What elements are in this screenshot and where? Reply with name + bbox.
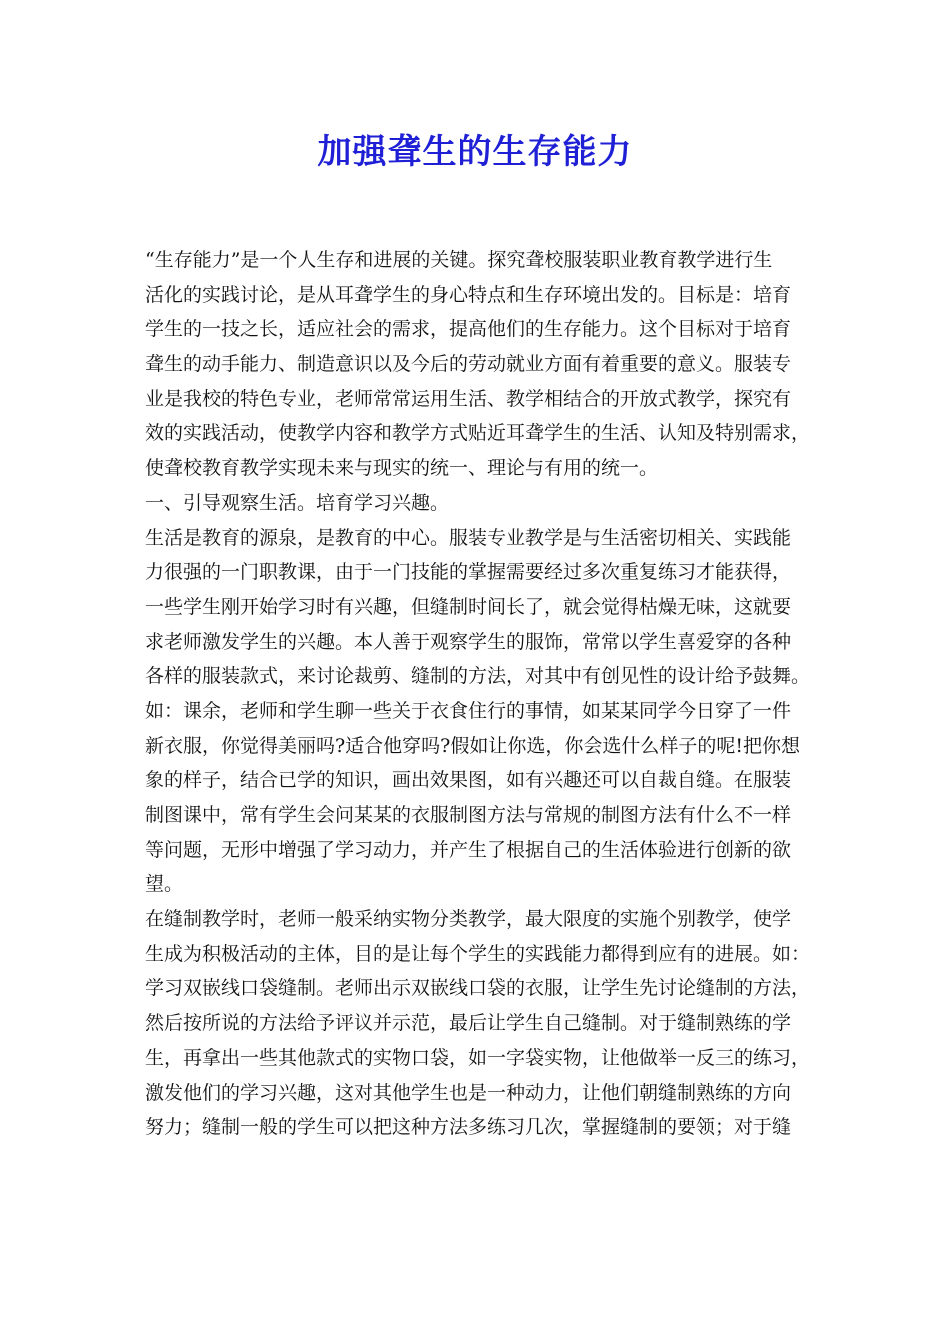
- body-line: 努力；缝制一般的学生可以把这种方法多练习几次，掌握缝制的要领；对于缝: [145, 1116, 792, 1139]
- body-line: 业是我校的特色专业，老师常常运用生活、教学相结合的开放式教学，探究有: [145, 387, 792, 410]
- body-line: 使聋校教育教学实现未来与现实的统一、理论与有用的统一。: [145, 457, 659, 480]
- body-line: 制图课中，常有学生会问某某的衣服制图方法与常规的制图方法有什么不一样: [145, 804, 792, 826]
- body-line: 生活是教育的源泉，是教育的中心。服装专业教学是与生活密切相关、实践能: [145, 526, 792, 549]
- body-line: 在缝制教学时，老师一般采纳实物分类教学，最大限度的实施个别教学，使学: [145, 908, 792, 931]
- body-line: 生，再拿出一些其他款式的实物口袋，如一字袋实物，让他做举一反三的练习，: [145, 1046, 811, 1069]
- section-heading: 一、引导观察生活。培育学习兴趣。: [145, 491, 450, 514]
- body-line: 各样的服装款式，来讨论裁剪、缝制的方法，对其中有创见性的设计给予鼓舞。: [145, 665, 811, 688]
- body-line: 新衣服，你觉得美丽吗?适合他穿吗?假如让你选，你会选什么样子的呢!把你想: [145, 734, 801, 757]
- body-line: 效的实践活动，使教学内容和教学方式贴近耳聋学生的生活、认知及特别需求，: [145, 422, 811, 445]
- body-line: 望。: [145, 873, 184, 896]
- body-line: 激发他们的学习兴趣，这对其他学生也是一种动力，让他们朝缝制熟练的方向: [145, 1081, 792, 1104]
- body-line: 学生的一技之长，适应社会的需求，提高他们的生存能力。这个目标对于培育: [145, 318, 792, 341]
- body-line: 如：课余，老师和学生聊一些关于衣食住行的事情，如某某同学今日穿了一件: [145, 699, 792, 722]
- body-line: 聋生的动手能力、制造意识以及今后的劳动就业方面有着重要的意义。服装专: [145, 353, 792, 376]
- body-line: 求老师激发学生的兴趣。本人善于观察学生的服饰，常常以学生喜爱穿的各种: [145, 630, 792, 653]
- body-line: 等问题，无形中增强了学习动力，并产生了根据自己的生活体验进行创新的欲: [145, 838, 792, 861]
- body-line: 力很强的一门职教课，由于一门技能的掌握需要经过多次重复练习才能获得，: [145, 561, 792, 584]
- body-line: 象的样子，结合已学的知识，画出效果图，如有兴趣还可以自裁自缝。在服装: [145, 769, 792, 792]
- body-line: “生存能力”是一个人生存和进展的关键。探究聋校服装职业教育教学进行生: [145, 249, 773, 271]
- document-body: [145, 243, 815, 1145]
- body-line: 一些学生刚开始学习时有兴趣，但缝制时间长了，就会觉得枯燥无味，这就要: [145, 595, 792, 618]
- body-line: 活化的实践讨论，是从耳聋学生的身心特点和生存环境出发的。目标是：培育: [145, 283, 792, 306]
- body-line: 然后按所说的方法给予评议并示范，最后让学生自己缝制。对于缝制熟练的学: [145, 1012, 792, 1035]
- body-line: 学习双嵌线口袋缝制。老师出示双嵌线口袋的衣服，让学生先讨论缝制的方法，: [145, 977, 811, 1000]
- body-line: 生成为积极活动的主体，目的是让每个学生的实践能力都得到应有的进展。如：: [145, 942, 811, 965]
- document-title: 加强聋生的生存能力: [317, 132, 633, 172]
